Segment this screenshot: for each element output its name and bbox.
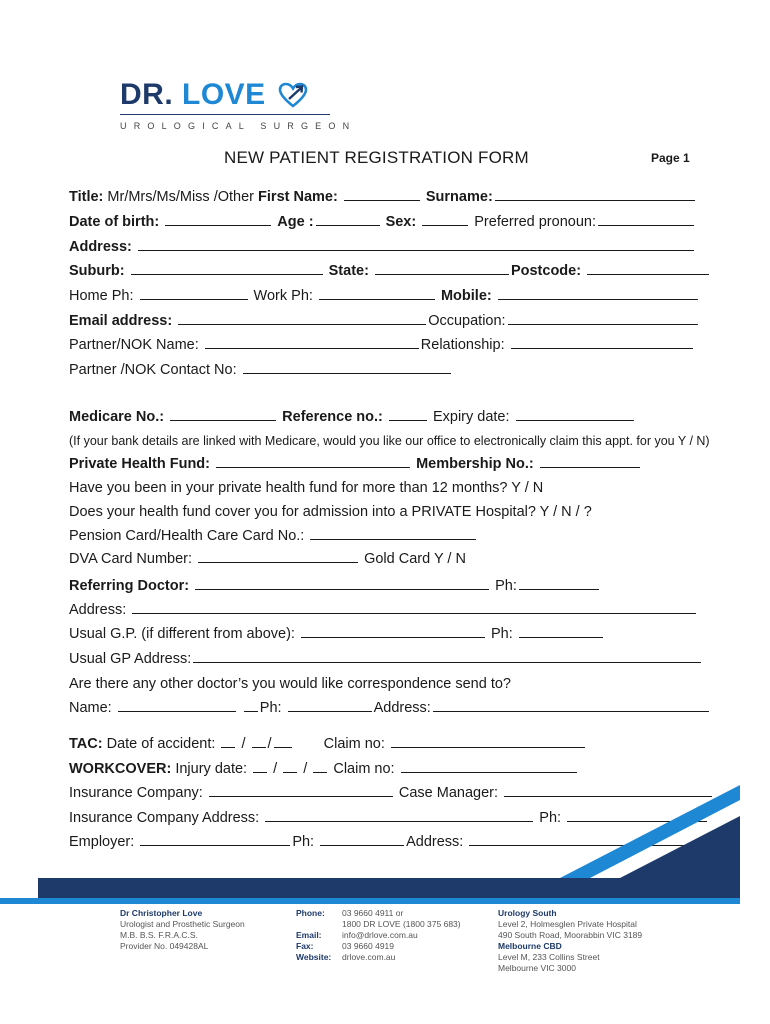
tac-claim-label: Claim no: (323, 736, 385, 752)
footer-loc1-line2: 490 South Road, Moorabbin VIC 3189 (498, 930, 643, 940)
usual-gp-label: Usual G.P. (if different from above): (69, 626, 295, 642)
footer-fax: 03 9660 4919 (342, 941, 394, 951)
workcover-label: WORKCOVER: (69, 761, 172, 777)
employer-label: Employer: (69, 834, 135, 850)
reference-label: Reference no.: (282, 409, 383, 425)
footer-loc2-line2: Melbourne VIC 3000 (498, 963, 576, 973)
fund-duration-question: Have you been in your private health fund for more than 12 months? Y / N (69, 480, 544, 496)
age-label: Age : (277, 214, 314, 230)
footer-fax-label: Fax: (296, 941, 314, 951)
accident-label: Date of accident: (106, 736, 216, 752)
state-label: State: (328, 263, 369, 279)
mobile-label: Mobile: (440, 288, 492, 304)
expiry-label: Expiry date: (432, 409, 510, 425)
other-ph-label: Ph: (259, 700, 282, 716)
footer-doctor-quals: M.B. B.S. F.R.A.C.S. (120, 930, 198, 940)
referring-ph-label: Ph: (495, 578, 517, 594)
footer-doctor-title: Urologist and Prosthetic Surgeon (120, 919, 245, 929)
case-manager-label: Case Manager: (398, 785, 498, 801)
footer-contact (296, 908, 461, 963)
referring-label: Referring Doctor: (69, 578, 190, 594)
medicare-note: (If your bank details are linked with Medicare, would you like our office to electronically claim this appt. for you Y / N) (69, 434, 710, 448)
employer-address-label: Address: (406, 834, 464, 850)
accident-slash-2: / (267, 736, 272, 752)
form-title: NEW PATIENT REGISTRATION FORM (224, 148, 529, 167)
dob-label: Date of birth: (69, 214, 160, 230)
home-ph-label: Home Ph: (69, 288, 134, 304)
footer-provider: Provider No. 049428AL (120, 941, 209, 951)
logo-tagline: UROLOGICAL SURGEON (120, 114, 330, 131)
gold-card-label: Gold Card Y / N (364, 551, 466, 567)
surname-label: Surname: (425, 189, 493, 205)
footer-email-label: Email: (296, 930, 322, 940)
footer-phone-1[interactable]: 03 9660 4911 or (342, 908, 404, 918)
injury-slash-1: / (273, 761, 278, 777)
footer-doctor (120, 908, 245, 952)
other-name-label: Name: (69, 700, 112, 716)
footer-loc1-line1: Level 2, Holmesglen Private Hospital (498, 919, 637, 929)
ref-address-label: Address: (69, 602, 127, 618)
footer-website-label: Website: (296, 952, 332, 962)
title-label: Title: (69, 189, 104, 205)
footer-phone-label: Phone: (296, 908, 325, 918)
workcover-claim-label: Claim no: (333, 761, 395, 777)
injury-label: Injury date: (175, 761, 248, 777)
insurance-ph-label: Ph: (539, 810, 562, 826)
insurance-co-label: Insurance Company: (69, 785, 203, 801)
usual-gp-ph-label: Ph: (491, 626, 513, 642)
footer-doctor-name: Dr Christopher Love (120, 908, 203, 918)
first-name-label: First Name: (258, 189, 338, 205)
membership-label: Membership No.: (416, 456, 534, 472)
health-fund-label: Private Health Fund: (69, 456, 210, 472)
injury-slash-2: / (303, 761, 308, 777)
work-ph-label: Work Ph: (253, 288, 313, 304)
gp-address-label: Usual GP Address: (69, 651, 192, 667)
employer-ph-label: Ph: (292, 834, 315, 850)
logo-dr: DR. (120, 78, 174, 111)
tac-label: TAC: (69, 736, 103, 752)
footer-locations (498, 908, 642, 974)
partner-name-label: Partner/NOK Name: (69, 337, 199, 353)
relationship-label: Relationship: (420, 337, 505, 353)
footer-phone-2[interactable]: 1800 DR LOVE (1800 375 683) (342, 919, 461, 929)
fund-cover-question: Does your health fund cover you for admission into a PRIVATE Hospital? Y / N / ? (69, 504, 592, 520)
dva-label: DVA Card Number: (69, 551, 193, 567)
postcode-label: Postcode: (510, 263, 582, 279)
pronoun-label: Preferred pronoun: (474, 214, 596, 230)
pension-label: Pension Card/Health Care Card No.: (69, 528, 305, 544)
other-address-label: Address: (373, 700, 431, 716)
footer-loc2-line1: Level M, 233 Collins Street (498, 952, 600, 962)
footer-website[interactable]: drlove.com.au (342, 952, 396, 962)
insurance-addr-label: Insurance Company Address: (69, 810, 260, 826)
logo-love: LOVE (182, 78, 266, 111)
sex-label: Sex: (385, 214, 417, 230)
occupation-label: Occupation: (428, 313, 506, 329)
partner-contact-label: Partner /NOK Contact No: (69, 362, 237, 378)
title-options: Mr/Mrs/Ms/Miss /Other (107, 189, 255, 205)
medicare-label: Medicare No.: (69, 409, 165, 425)
email-label: Email address: (69, 313, 173, 329)
footer-loc1-name: Urology South (498, 908, 557, 918)
accident-slash-1: / (241, 736, 246, 752)
footer-email[interactable]: info@drlove.com.au (342, 930, 418, 940)
footer-loc2-name: Melbourne CBD (498, 941, 562, 951)
page-number: Page 1 (651, 151, 690, 165)
address-label: Address: (69, 239, 132, 255)
other-doctors-question: Are there any other doctor’s you would like correspondence send to? (69, 676, 511, 692)
suburb-label: Suburb: (69, 263, 125, 279)
